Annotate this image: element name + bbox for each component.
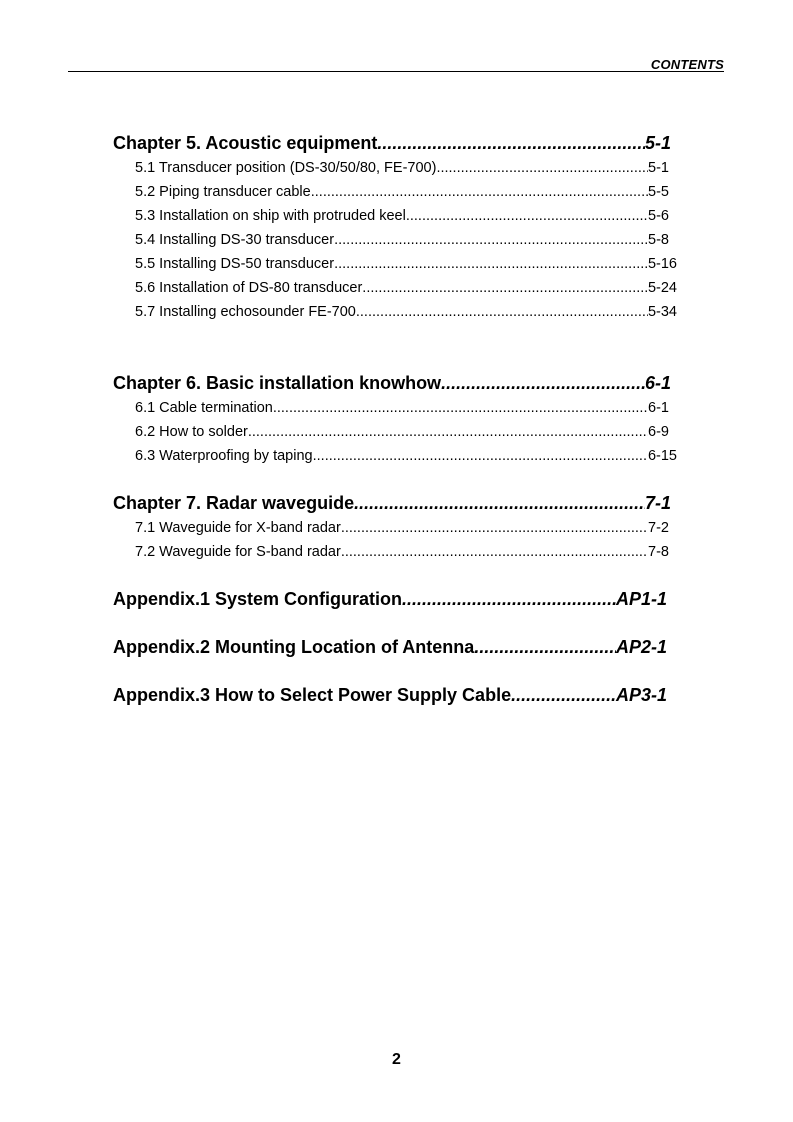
toc-section-title: 5.1 Transducer position (DS-30/50/80, FE-700) [135,160,437,176]
toc-section-title: 7.1 Waveguide for X-band radar [135,520,341,536]
toc-appendix-2[interactable] [113,637,667,658]
toc-section-title: 5.3 Installation on ship with protruded keel [135,208,406,224]
toc-page-ref: 7-1 [644,493,671,513]
toc-section-6-3[interactable] [135,448,677,464]
dot-leader [334,232,648,248]
toc-page-ref: 7-8 [648,544,669,560]
toc-chapter-title: Chapter 6. Basic installation knowhow [113,373,442,393]
toc-page-ref: 5-24 [647,280,677,296]
dot-leader [436,160,648,176]
toc-page-ref: AP2-1 [615,637,667,657]
header-rule [68,71,724,72]
toc-section-title: 5.2 Piping transducer cable [135,184,311,200]
dot-leader [362,280,648,296]
dot-leader [341,520,648,536]
toc-section-5-3[interactable] [135,208,669,224]
dot-leader [402,589,616,610]
toc-appendix-1[interactable] [113,589,667,610]
toc-page-ref: 5-1 [648,160,669,176]
toc-section-title: 6.2 How to solder [135,424,248,440]
toc-page-ref: 5-5 [648,184,669,200]
dot-leader [248,424,648,440]
toc-section-title: 5.5 Installing DS-50 transducer [135,256,335,272]
toc-page-ref: AP1-1 [615,589,667,609]
toc-section-title: 5.7 Installing echosounder FE-700 [135,304,356,320]
toc-page-ref: AP3-1 [615,685,667,705]
running-header: CONTENTS [650,57,724,72]
toc-appendix-3[interactable] [113,685,667,706]
toc-section-5-5[interactable] [135,256,677,272]
toc-chapter-7[interactable] [113,493,671,514]
toc-section-5-4[interactable] [135,232,669,248]
toc-page-ref: 7-2 [648,520,669,536]
toc-appendix-title: Appendix.3 How to Select Power Supply Cable [113,685,512,705]
dot-leader [311,184,648,200]
toc-page-ref: 5-6 [648,208,669,224]
dot-leader [511,685,616,706]
toc-page-ref: 5-1 [644,133,671,153]
toc-section-7-1[interactable] [135,520,669,536]
toc-section-5-1[interactable] [135,160,669,176]
dot-leader [313,448,648,464]
dot-leader [354,493,645,514]
dot-leader [341,544,648,560]
toc-chapter-6[interactable] [113,373,671,394]
toc-section-7-2[interactable] [135,544,669,560]
toc-page-ref: 5-8 [648,232,669,248]
toc-page-ref: 6-15 [647,448,677,464]
dot-leader [474,637,616,658]
toc-chapter-title: Chapter 7. Radar waveguide [113,493,355,513]
toc-section-5-6[interactable] [135,280,677,296]
toc-page-ref: 5-34 [647,304,677,320]
dot-leader [334,256,648,272]
toc-appendix-title: Appendix.1 System Configuration [113,589,403,609]
page-number: 2 [392,1051,401,1068]
toc-section-6-1[interactable] [135,400,669,416]
dot-leader [377,133,645,154]
toc-section-title: 7.2 Waveguide for S-band radar [135,544,341,560]
toc-section-title: 5.4 Installing DS-30 transducer [135,232,335,248]
toc-section-6-2[interactable] [135,424,669,440]
toc-section-title: 6.1 Cable termination [135,400,273,416]
dot-leader [273,400,648,416]
toc-page-ref: 5-16 [647,256,677,272]
toc-section-5-2[interactable] [135,184,669,200]
dot-leader [356,304,648,320]
toc-page-ref: 6-1 [648,400,669,416]
toc-chapter-5[interactable] [113,133,671,154]
toc-section-5-7[interactable] [135,304,677,320]
toc-section-title: 5.6 Installation of DS-80 transducer [135,280,363,296]
toc-page-ref: 6-9 [648,424,669,440]
dot-leader [441,373,645,394]
toc-appendix-title: Appendix.2 Mounting Location of Antenna [113,637,475,657]
toc-page-ref: 6-1 [644,373,671,393]
dot-leader [406,208,648,224]
toc-section-title: 6.3 Waterproofing by taping [135,448,313,464]
toc-chapter-title: Chapter 5. Acoustic equipment [113,133,378,153]
